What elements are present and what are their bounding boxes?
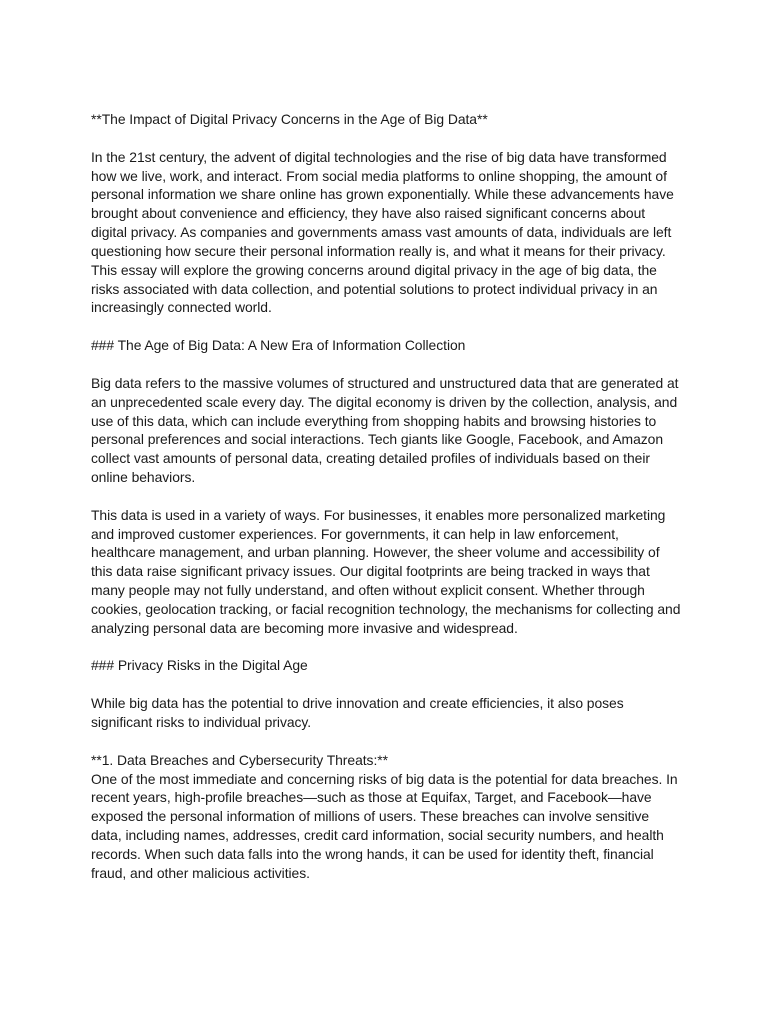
- paragraph-big-data-definition: Big data refers to the massive volumes of structured and unstructured data that are generated at an unprecedented scale every day. The digital economy is driven by the collection, analysis, and use of this data, which can include everything from shopping habits and browsing histories to personal preferences and social interactions. Tech giants like Google, Facebook, and Amazon collect vast amounts of personal data, creating detailed profiles of individuals based on their online behaviors.: [91, 374, 679, 486]
- document-title: **The Impact of Digital Privacy Concerns in the Age of Big Data**: [91, 111, 488, 127]
- subsection-heading-data-breaches: **1. Data Breaches and Cybersecurity Threats:**: [91, 751, 388, 768]
- intro-paragraph: In the 21st century, the advent of digital technologies and the rise of big data have transformed how we live, work, and interact. From social media platforms to online shopping, the amount of personal information we share online has grown exponentially. While these advancements have brought about convenience and efficiency, they have also raised significant concerns about digital privacy. As companies and governments amass vast amounts of data, individuals are left questioning how secure their personal information really is, and what it means for their privacy. This essay will explore the growing concerns around digital privacy in the age of big data, the risks associated with data collection, and potential solutions to protect individual privacy in an increasingly connected world.: [91, 148, 674, 316]
- paragraph-data-usage: This data is used in a variety of ways. For businesses, it enables more personalized marketing and improved customer experiences. For governments, it can help in law enforcement, healthcare management, and urban planning. However, the sheer volume and accessibility of this data raise significant privacy issues. Our digital footprints are being tracked in ways that many people may not fully understand, and often without explicit consent. Whether through cookies, geolocation tracking, or facial recognition technology, the mechanisms for collecting and analyzing personal data are becoming more invasive and widespread.: [91, 506, 681, 636]
- section-heading-big-data: ### The Age of Big Data: A New Era of Information Collection: [91, 337, 466, 354]
- paragraph-privacy-risks-intro: While big data has the potential to drive innovation and create efficiencies, it also poses significant risks to individual privacy.: [91, 695, 624, 730]
- section-heading-privacy-risks: ### Privacy Risks in the Digital Age: [91, 657, 308, 674]
- paragraph-data-breaches: One of the most immediate and concerning risks of big data is the potential for data breaches. In recent years, high-profile breaches—such as those at Equifax, Target, and Facebook—have exposed the personal information of millions of users. These breaches can involve sensitive data, including names, addresses, credit card information, social security numbers, and health records. When such data falls into the wrong hands, it can be used for identity theft, financial fraud, and other malicious activities.: [91, 770, 678, 881]
- document-body: [91, 110, 681, 901]
